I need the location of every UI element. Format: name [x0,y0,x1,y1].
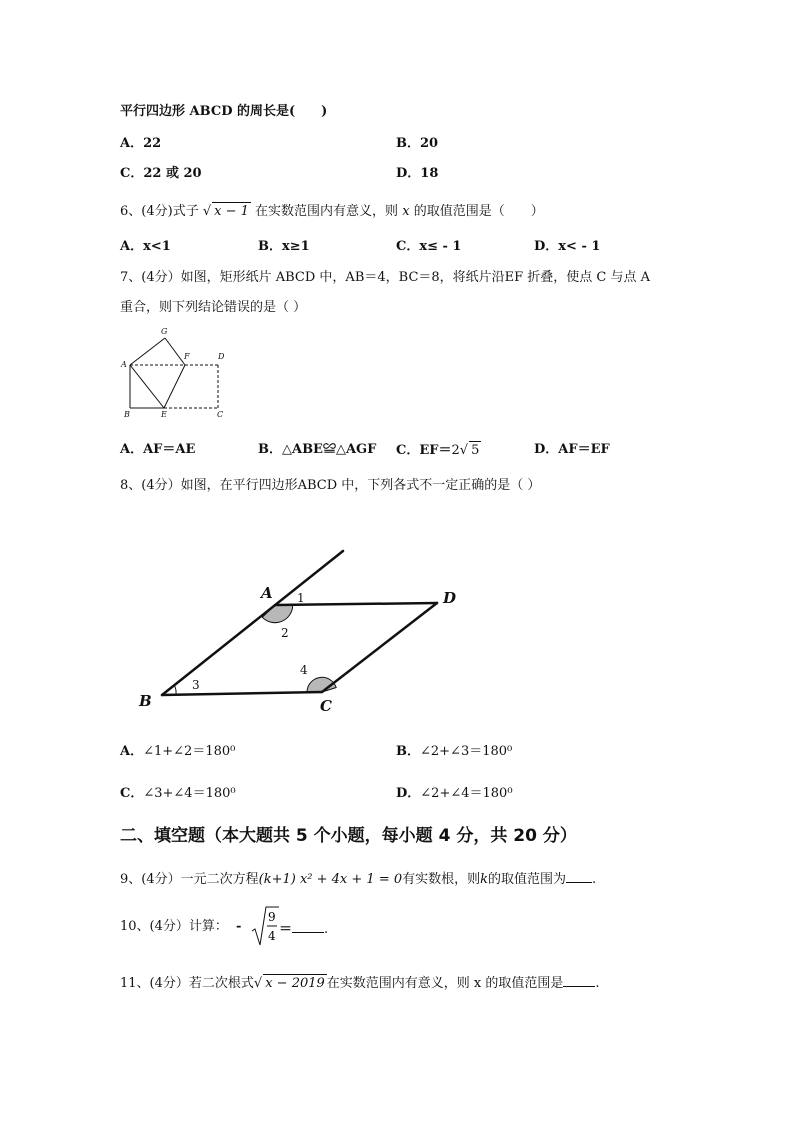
q6-tail: 的取值范围是（ ） [413,204,544,219]
q8-option-d [396,785,513,803]
q8-option-b [396,743,512,761]
q7-stem-line2: 重合，则下列结论错误的是（ ） [120,300,307,315]
q8-angle-2-arc [262,605,292,623]
q7-edge-ef [164,365,185,408]
q7-edge-ae [130,365,164,408]
q7-option-d: D．AF＝EF [534,442,610,457]
q6-option-d: D．x< - 1 [534,239,601,254]
q9-tail: 的取值范围为 [488,872,567,887]
q8-label-3: 3 [192,678,200,692]
q10-number: 10、(4分） [120,919,189,934]
q7-label-d: D [218,352,225,361]
q11-post: 在实数范围内有意义，则 x 的取值范围是 [326,976,564,991]
q9-post: 有实数根，则 [402,872,481,887]
q7-option-c-text: C．EF＝ [396,443,452,458]
q11-stem: 11、(4分）若二次根式√ x − 2019 在实数范围内有意义，则 x 的取值范围是 . [120,972,600,993]
radical-sign-icon: √ [253,976,263,991]
q8-edge-bc [162,692,322,695]
q7-option-c-coef: 2 [451,443,460,458]
q10-answer-blank [292,918,324,933]
q7-label-g: G [161,327,168,336]
q7-edge-ag [130,338,165,365]
q9-stem: 9、(4分）一元二次方程(k+1) x² + 4x + 1 = 0有实数根，则k的取值范围为 . [120,868,596,889]
q5-option-d: D．18 [396,166,439,181]
q8-line-ab-extended [162,551,343,695]
q8-edge-dc [322,603,437,692]
q7-option-c [396,441,481,460]
q10-answer: ＝ . [279,918,328,939]
q8-label-d: D [443,589,457,607]
q6-option-a: A．x<1 [120,239,171,254]
q7-label-e: E [161,410,167,419]
q6-option-c: C．x≤ - 1 [396,239,462,254]
q8-figure [130,540,480,720]
q8-label-b: B [139,692,152,710]
q8-label-1: 1 [297,591,305,605]
q9-number: 9、(4分） [120,872,181,887]
q8-stem: 8、(4分）如图，在平行四边形ABCD 中，下列各式不一定正确的是（ ） [120,478,541,493]
q8-option-a [120,743,235,761]
q11-pre: 若二次根式 [188,976,254,991]
q6-option-b: B．x≥1 [258,239,310,254]
q7-label-b: B [124,410,130,419]
q8-option-a-expr: ∠1+∠2＝180⁰ [143,744,236,759]
q8-option-d-label: D． [396,786,421,801]
q11-number: 11、(4分） [120,976,189,991]
q7-label-a: A [121,360,127,369]
radical-sign-icon: √ [459,443,469,458]
q10-pre: 计算： [188,919,228,934]
q9-variable: k [480,872,489,887]
q7-option-a: A．AF＝AE [120,442,196,457]
q11-answer-blank [563,972,595,987]
q6-post: 在实数范围内有意义，则 [255,204,399,219]
q7-label-c: C [217,410,224,419]
q8-label-4: 4 [300,663,308,677]
q6-number: 6、(4分) [120,204,173,219]
q8-option-a-label: A． [120,744,144,759]
q8-option-c-expr: ∠3+∠4＝180⁰ [143,786,236,801]
q5-stem: 平行四边形 ABCD 的周长是( ) [120,104,328,119]
q8-option-c [120,785,236,803]
q9-equation: (k+1) x² + 4x + 1 = 0 [258,872,403,887]
q9-pre: 一元二次方程 [180,872,259,887]
q7-option-b: B．△ABE≌△AGF [258,442,377,457]
q8-label-a: A [261,584,273,602]
q10-sqrt-fraction [250,905,280,947]
q8-option-d-expr: ∠2+∠4＝180⁰ [420,786,513,801]
q5-option-c: C．22 或 20 [120,166,202,181]
q7-option-c-radicand: 5 [471,443,480,458]
q8-label-c: C [320,697,332,715]
q10-minus: - [236,919,242,934]
q6-radicand: x − 1 [214,204,249,219]
q6-stem [120,202,544,221]
q8-option-c-label: C． [120,786,144,801]
q10-numerator: 9 [268,910,276,924]
q7-edge-gf [165,338,185,365]
q7-figure [118,325,228,420]
q5-option-a: A．22 [120,136,162,151]
q10-equals: ＝ [279,922,293,937]
q7-stem-line1: 7、(4分）如图，矩形纸片 ABCD 中，AB＝4，BC＝8，将纸片沿EF 折叠，使点 C 与点 A [120,270,651,285]
section-2-heading: 二、填空题（本大题共 5 个小题，每小题 4 分，共 20 分） [120,826,577,846]
q8-option-b-label: B． [396,744,420,759]
q6-pre: 式子 [172,204,199,219]
q8-option-b-expr: ∠2+∠3＝180⁰ [420,744,513,759]
q10-stem [120,918,245,936]
q10-denominator: 4 [268,929,276,943]
q8-label-2: 2 [281,626,289,640]
radical-sign-icon: √ [202,204,212,219]
q6-variable: x [402,204,410,219]
q5-option-b: B．20 [396,136,439,151]
q11-radicand: x − 2019 [265,976,325,991]
q9-answer-blank [566,868,592,883]
q7-label-f: F [184,352,190,361]
